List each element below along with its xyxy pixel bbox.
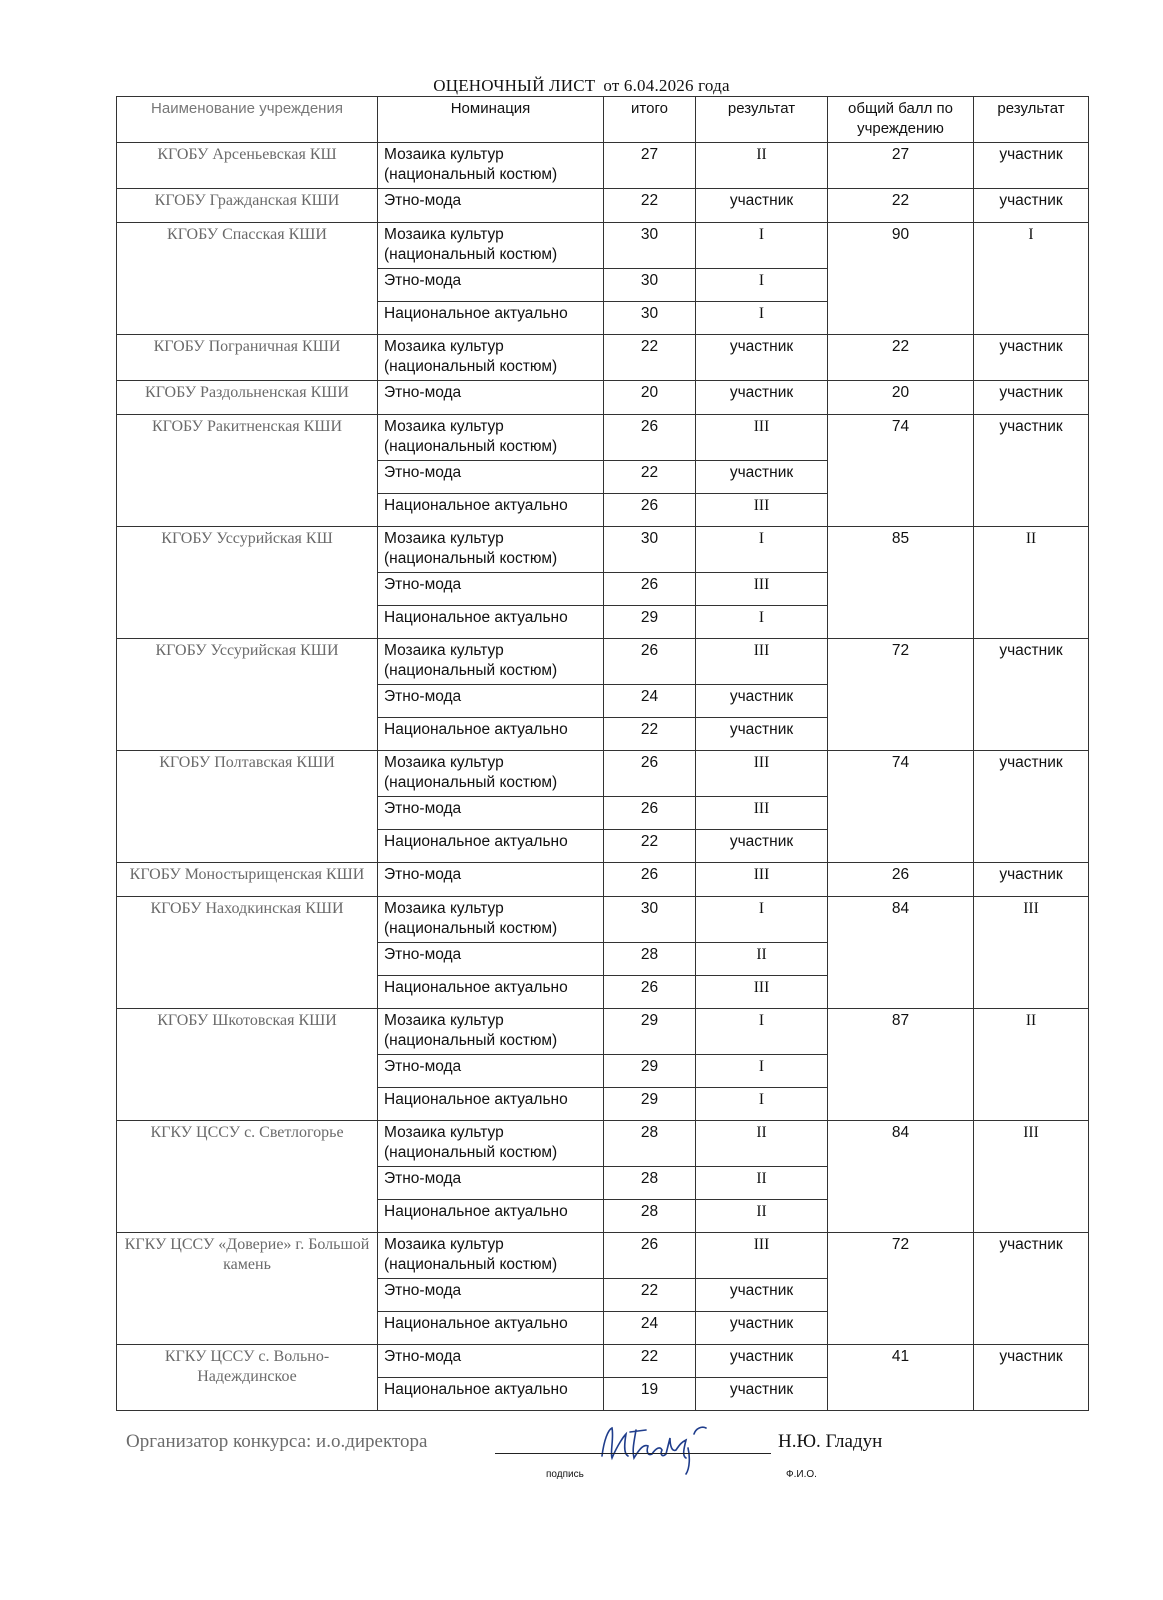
nomination-cell: Мозаика культур (национальный костюм) xyxy=(378,415,604,461)
table-row xyxy=(117,1233,1089,1279)
institution-name: КГОБУ Арсеньевская КШ xyxy=(117,143,378,189)
table-row xyxy=(117,1345,1089,1378)
result-cell: участник xyxy=(696,381,828,415)
nomination-cell: Мозаика культур (национальный костюм) xyxy=(378,751,604,797)
result-cell: III xyxy=(696,573,828,606)
institution-total-cell: 72 xyxy=(828,1233,974,1345)
result-cell: I xyxy=(696,897,828,943)
column-header-institution-score: общий балл по учреждению xyxy=(828,97,974,143)
score-cell: 28 xyxy=(604,1200,696,1233)
column-header-final-result: результат xyxy=(974,97,1089,143)
final-result-cell: III xyxy=(974,1121,1089,1233)
result-cell: III xyxy=(696,751,828,797)
result-cell: участник xyxy=(696,461,828,494)
nomination-cell: Национальное актуально xyxy=(378,718,604,751)
final-result-cell: III xyxy=(974,897,1089,1009)
result-cell: участник xyxy=(696,718,828,751)
nomination-cell: Мозаика культур (национальный костюм) xyxy=(378,223,604,269)
institution-total-cell: 27 xyxy=(828,143,974,189)
institution-total-cell: 74 xyxy=(828,751,974,863)
score-cell: 30 xyxy=(604,302,696,335)
nomination-cell: Этно-мода xyxy=(378,797,604,830)
page-title xyxy=(0,76,1163,96)
table-row xyxy=(117,415,1089,461)
nomination-cell: Мозаика культур (национальный костюм) xyxy=(378,527,604,573)
table-row xyxy=(117,143,1089,189)
final-result-cell: участник xyxy=(974,189,1089,223)
institution-name: КГОБУ Находкинская КШИ xyxy=(117,897,378,1009)
institution-name: КГОБУ Шкотовская КШИ xyxy=(117,1009,378,1121)
score-cell: 22 xyxy=(604,1279,696,1312)
final-result-cell: участник xyxy=(974,143,1089,189)
score-cell: 26 xyxy=(604,976,696,1009)
table-row xyxy=(117,527,1089,573)
nomination-cell: Мозаика культур (национальный костюм) xyxy=(378,639,604,685)
final-result-cell: II xyxy=(974,527,1089,639)
result-cell: участник xyxy=(696,335,828,381)
result-cell: I xyxy=(696,223,828,269)
nomination-cell: Этно-мода xyxy=(378,573,604,606)
institution-total-cell: 90 xyxy=(828,223,974,335)
result-cell: I xyxy=(696,1009,828,1055)
result-cell: III xyxy=(696,639,828,685)
table-row xyxy=(117,863,1089,897)
institution-name: КГОБУ Уссурийская КШ xyxy=(117,527,378,639)
institution-name: КГОБУ Пограничная КШИ xyxy=(117,335,378,381)
final-result-cell: I xyxy=(974,223,1089,335)
score-cell: 30 xyxy=(604,223,696,269)
score-cell: 22 xyxy=(604,189,696,223)
title-text: ОЦЕНОЧНЫЙ ЛИСТ xyxy=(433,76,596,95)
result-cell: III xyxy=(696,976,828,1009)
result-cell: II xyxy=(696,143,828,189)
result-cell: участник xyxy=(696,685,828,718)
final-result-cell: II xyxy=(974,1009,1089,1121)
table-row xyxy=(117,223,1089,269)
result-cell: участник xyxy=(696,1345,828,1378)
institution-total-cell: 74 xyxy=(828,415,974,527)
institution-total-cell: 20 xyxy=(828,381,974,415)
score-cell: 22 xyxy=(604,461,696,494)
score-cell: 26 xyxy=(604,639,696,685)
nomination-cell: Мозаика культур (национальный костюм) xyxy=(378,143,604,189)
table-row xyxy=(117,335,1089,381)
institution-name: КГОБУ Раздольненская КШИ xyxy=(117,381,378,415)
nomination-cell: Мозаика культур (национальный костюм) xyxy=(378,1009,604,1055)
table-body xyxy=(117,143,1089,1411)
final-result-cell: участник xyxy=(974,639,1089,751)
score-cell: 28 xyxy=(604,943,696,976)
nomination-cell: Национальное актуально xyxy=(378,1312,604,1345)
score-cell: 22 xyxy=(604,830,696,863)
column-header-institution: Наименование учреждения xyxy=(117,97,378,143)
nomination-cell: Национальное актуально xyxy=(378,1088,604,1121)
table-row xyxy=(117,751,1089,797)
final-result-cell: участник xyxy=(974,1345,1089,1411)
table-row xyxy=(117,189,1089,223)
nomination-cell: Этно-мода xyxy=(378,685,604,718)
score-cell: 22 xyxy=(604,335,696,381)
result-cell: участник xyxy=(696,830,828,863)
table-row xyxy=(117,897,1089,943)
score-cell: 28 xyxy=(604,1167,696,1200)
nomination-cell: Мозаика культур (национальный костюм) xyxy=(378,897,604,943)
nomination-cell: Национальное актуально xyxy=(378,302,604,335)
nomination-cell: Национальное актуально xyxy=(378,830,604,863)
institution-total-cell: 84 xyxy=(828,897,974,1009)
score-cell: 26 xyxy=(604,797,696,830)
result-cell: I xyxy=(696,1055,828,1088)
institution-name: КГКУ ЦССУ «Доверие» г. Большой камень xyxy=(117,1233,378,1345)
nomination-cell: Национальное актуально xyxy=(378,976,604,1009)
column-header-result: результат xyxy=(696,97,828,143)
nomination-cell: Мозаика культур (национальный костюм) xyxy=(378,1121,604,1167)
score-cell: 26 xyxy=(604,415,696,461)
score-cell: 28 xyxy=(604,1121,696,1167)
table-row xyxy=(117,639,1089,685)
nomination-cell: Национальное актуально xyxy=(378,1378,604,1411)
nomination-cell: Этно-мода xyxy=(378,1279,604,1312)
final-result-cell: участник xyxy=(974,381,1089,415)
result-cell: III xyxy=(696,415,828,461)
score-cell: 29 xyxy=(604,1009,696,1055)
institution-name: КГОБУ Гражданская КШИ xyxy=(117,189,378,223)
result-cell: I xyxy=(696,606,828,639)
signature-line xyxy=(495,1453,771,1454)
nomination-cell: Этно-мода xyxy=(378,863,604,897)
table-row xyxy=(117,1009,1089,1055)
score-cell: 22 xyxy=(604,718,696,751)
score-cell: 19 xyxy=(604,1378,696,1411)
score-cell: 30 xyxy=(604,527,696,573)
score-cell: 30 xyxy=(604,269,696,302)
organizer-label: Организатор конкурса: и.о.директора xyxy=(126,1431,428,1452)
score-cell: 24 xyxy=(604,1312,696,1345)
institution-total-cell: 22 xyxy=(828,189,974,223)
institution-total-cell: 26 xyxy=(828,863,974,897)
score-cell: 26 xyxy=(604,494,696,527)
nomination-cell: Мозаика культур (национальный костюм) xyxy=(378,335,604,381)
nomination-cell: Национальное актуально xyxy=(378,1200,604,1233)
nomination-cell: Этно-мода xyxy=(378,1167,604,1200)
table-row xyxy=(117,381,1089,415)
result-cell: участник xyxy=(696,1378,828,1411)
institution-name: КГОБУ Спасская КШИ xyxy=(117,223,378,335)
nomination-cell: Этно-мода xyxy=(378,943,604,976)
result-cell: I xyxy=(696,269,828,302)
nomination-cell: Этно-мода xyxy=(378,461,604,494)
score-cell: 27 xyxy=(604,143,696,189)
name-caption: Ф.И.О. xyxy=(786,1469,817,1480)
result-cell: участник xyxy=(696,1312,828,1345)
table-header-row xyxy=(117,97,1089,143)
institution-total-cell: 41 xyxy=(828,1345,974,1411)
result-cell: II xyxy=(696,1167,828,1200)
nomination-cell: Этно-мода xyxy=(378,381,604,415)
signature-caption: подпись xyxy=(546,1469,584,1480)
institution-total-cell: 22 xyxy=(828,335,974,381)
score-cell: 29 xyxy=(604,1055,696,1088)
institution-name: КГОБУ Полтавская КШИ xyxy=(117,751,378,863)
result-cell: III xyxy=(696,1233,828,1279)
institution-name: КГКУ ЦССУ с. Вольно-Надеждинское xyxy=(117,1345,378,1411)
result-cell: I xyxy=(696,1088,828,1121)
score-cell: 24 xyxy=(604,685,696,718)
score-cell: 26 xyxy=(604,863,696,897)
nomination-cell: Мозаика культур (национальный костюм) xyxy=(378,1233,604,1279)
institution-name: КГОБУ Моностырищенская КШИ xyxy=(117,863,378,897)
institution-total-cell: 84 xyxy=(828,1121,974,1233)
nomination-cell: Этно-мода xyxy=(378,1055,604,1088)
score-cell: 26 xyxy=(604,1233,696,1279)
score-cell: 29 xyxy=(604,606,696,639)
score-cell: 26 xyxy=(604,751,696,797)
institution-name: КГКУ ЦССУ с. Светлогорье xyxy=(117,1121,378,1233)
organizer-name: Н.Ю. Гладун xyxy=(778,1431,883,1452)
institution-name: КГОБУ Ракитненская КШИ xyxy=(117,415,378,527)
institution-total-cell: 72 xyxy=(828,639,974,751)
result-cell: III xyxy=(696,863,828,897)
score-cell: 30 xyxy=(604,897,696,943)
final-result-cell: участник xyxy=(974,1233,1089,1345)
result-cell: I xyxy=(696,527,828,573)
evaluation-table xyxy=(116,96,1089,1411)
column-header-total: итого xyxy=(604,97,696,143)
score-cell: 20 xyxy=(604,381,696,415)
institution-name: КГОБУ Уссурийская КШИ xyxy=(117,639,378,751)
score-cell: 29 xyxy=(604,1088,696,1121)
nomination-cell: Этно-мода xyxy=(378,269,604,302)
institution-total-cell: 87 xyxy=(828,1009,974,1121)
footer xyxy=(126,1431,1026,1491)
institution-total-cell: 85 xyxy=(828,527,974,639)
column-header-nomination: Номинация xyxy=(378,97,604,143)
score-cell: 22 xyxy=(604,1345,696,1378)
result-cell: II xyxy=(696,1200,828,1233)
result-cell: III xyxy=(696,797,828,830)
score-cell: 26 xyxy=(604,573,696,606)
nomination-cell: Этно-мода xyxy=(378,1345,604,1378)
title-date: от 6.04.2026 года xyxy=(603,76,730,95)
nomination-cell: Национальное актуально xyxy=(378,494,604,527)
result-cell: II xyxy=(696,943,828,976)
result-cell: участник xyxy=(696,189,828,223)
final-result-cell: участник xyxy=(974,863,1089,897)
nomination-cell: Национальное актуально xyxy=(378,606,604,639)
final-result-cell: участник xyxy=(974,415,1089,527)
table-row xyxy=(117,1121,1089,1167)
result-cell: I xyxy=(696,302,828,335)
result-cell: II xyxy=(696,1121,828,1167)
result-cell: III xyxy=(696,494,828,527)
final-result-cell: участник xyxy=(974,751,1089,863)
final-result-cell: участник xyxy=(974,335,1089,381)
result-cell: участник xyxy=(696,1279,828,1312)
nomination-cell: Этно-мода xyxy=(378,189,604,223)
